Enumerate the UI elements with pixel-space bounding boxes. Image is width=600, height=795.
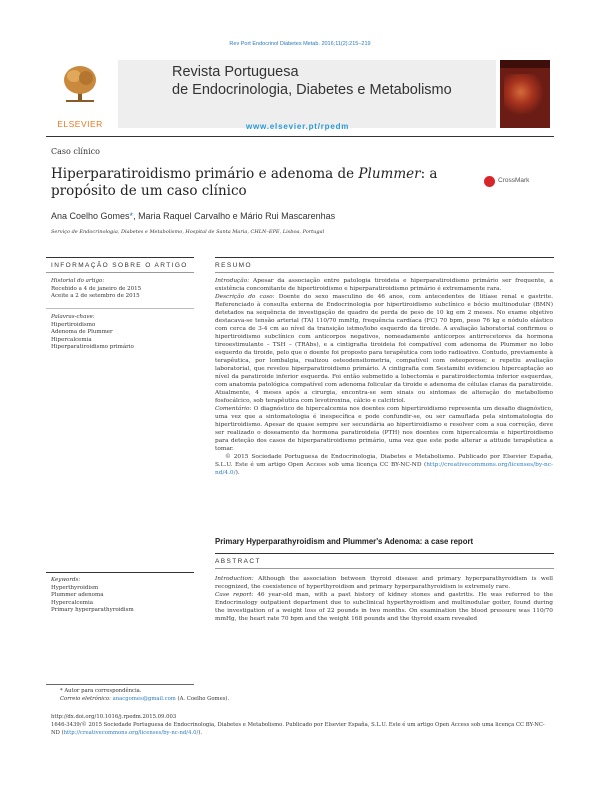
doi-link[interactable]: http://dx.doi.org/10.1016/j.rpedm.2015.09.003 [51, 714, 177, 720]
corresponding-footnote: * Autor para correspondência. Correio eletrónico: anacgomes@gmail.com (A. Coelho Gomes). [60, 688, 230, 702]
keyword-item: Hipertiroidismo [51, 321, 96, 328]
article-info-heading: INFORMAÇÃO SOBRE O ARTIGO [51, 262, 188, 269]
elsevier-tree-icon [62, 64, 98, 104]
keyword-item: Primary hyperparathyroidism [51, 607, 134, 613]
abstract-heading: ABSTRACT [215, 558, 261, 565]
footnote-rule [46, 684, 194, 685]
keyword-item: Plummer adenoma [51, 592, 104, 598]
english-title: Primary Hyperparathyroidism and Plummer's Adenoma: a case report [215, 537, 474, 546]
keywords-en-rule [46, 572, 194, 573]
author-list: Ana Coelho Gomes*, Maria Raquel Carvalho e Mário Rui Mascarenhas [51, 211, 336, 221]
crossmark-icon [484, 176, 495, 187]
elsevier-wordmark: ELSEVIER [57, 119, 103, 129]
crossmark-label: CrossMark [498, 177, 530, 184]
journal-citation[interactable]: Rev Port Endocrinol Diabetes Metab. 2016;11(2):215–219 [229, 41, 371, 47]
crossmark-badge[interactable] [484, 176, 546, 188]
author-affiliation: Serviço de Endocrinologia, Diabetes e Metabolismo, Hospital de Santa Maria, CHLN–EPE, Lisboa, Portugal [51, 229, 325, 235]
journal-title-line1: Revista Portuguesa [172, 64, 299, 80]
keyword-item: Hiperparatiroidismo primário [51, 344, 134, 350]
email-link[interactable]: anacgomes@gmail.com [112, 695, 176, 702]
abstract-rule [215, 553, 554, 554]
keyword-item: Hyperthyroidism [51, 584, 99, 591]
issn-line: 1646-3439/© 2015 Sociedade Portuguesa de Endocrinologia, Diabetes e Metabolismo. Publicado por Elsevier España, S.L.U. Este é um artigo Open Access sob uma licença CC BY-NC-ND (http://creativecommons.org/licenses/by-nc-nd/4.0/). [51, 722, 545, 736]
abstract-subrule [215, 568, 554, 569]
resumo-rule [215, 257, 554, 258]
resumo-body: Introdução: Apesar da associação entre patologia tiroideia e hiperparatiroidismo primário ser frequente, a existência concomitante de hipertiroidismo e hiperparatiroidismo primário é extremamente rara. Descrição do caso: Doente do sexo masculino de 46 anos, com antecedentes de litíase renal e gastrite. Referenciado à consulta externa de Endocrinologia por hipertiroidismo subclínico e bócio multinodular (BMN) detetados na sequência de investigação de quadro de perda de peso de 10 kg em 2 meses. No exame objetivo destacava-se tensão arterial (TA) 110/70 mmHg, frequência cardíaca (FC) 70 bpm, peso 76 kg e nódulo elástico com cerca de 3-4 cm ao nível da transição istmo/lobo esquerdo da tiroide. A avaliação laboratorial confirmou o hipertiroidismo subclínico com anticorpos negativos, nomeadamente anticorpos antirrecetores da hormona tireoestimulante – TSH – (TRAbs), e a cintigrafia tiroideia foi compatível com adenoma de Plummer no lobo esquerdo da tiroide, pelo que o doente foi proposto para terapêutica com iodo radioativo. Contudo, previamente à terapêutica, por lombalgia, realizou osteodensitometria, compatível com osteoporose; e repetiu avaliação laboratorial, que revelou hiperparatiroidismo primário. A cintigrafia com Sestamibi evidenciou hipercaptação ao nível da paratiroide inferior esquerda. Foi então submetido a lobectomia e paratiroidectomia inferior esquerdas, com anatomia patológica compatível com adenoma folicular da tiroide e adenoma de células claras da paratiroide. Atualmente, 4 meses após a cirurgia, encontra-se sem sinais ou sintomas de alteração do metabolismo fosfocálcico, sob terapêutica com levotiroxina, cálcio e calcitriol. Comentário: O diagnóstico de hipercalcemia nos doentes com hipertiroidismo representa um desafio diagnóstico, uma vez que a sintomatologia é inespecífica e pode confundir-se, ou ser camuflada pela sintomatologia do hipertiroidismo. Apesar de quase sempre ser secundária ao hipertiroidismo e resolver com a sua correção, deve ser realizado o doseamento da hormona paratiroideia (PTH) nos doentes com hipercalcemia e hipertiroidismo para deteção dos casos de hiperparatiroidismo primário, uma vez que este pode alterar a atitude terapêutica a tomar. © 2015 Sociedade Portuguesa de Endocrinologia, Diabetes e Metabolismo. Publicado por Elsevier España, S.L.U. Este é um artigo Open Access sob uma licença CC BY-NC-ND (http://creativecommons.org/licenses/by-nc-nd/4.0/). [215, 278, 553, 476]
section-label: Caso clínico [51, 147, 100, 156]
resumo-subrule [215, 272, 554, 273]
article-title: Hiperparatiroidismo primário e adenoma de Plummer: a propósito de um caso clínico [51, 166, 438, 199]
keyword-item: Hipercalcemia [51, 336, 92, 343]
info-rule [46, 257, 194, 258]
issn-license-link[interactable]: http://creativecommons.org/licenses/by-nc-nd/4.0/ [63, 729, 199, 736]
keyword-item: Hypercalcemia [51, 599, 94, 606]
elsevier-logo [50, 60, 110, 128]
journal-title-line2: de Endocrinologia, Diabetes e Metabolismo [172, 82, 452, 98]
journal-url-link[interactable]: www.elsevier.pt/rpedm [246, 122, 350, 131]
info-subrule [46, 272, 194, 273]
keywords-en: Keywords: Hyperthyroidism Plummer adenoma Hypercalcemia Primary hyperparathyroidism [51, 577, 134, 613]
resumo-heading: RESUMO [215, 262, 252, 269]
license-link[interactable]: http://creativecommons.org/licenses/by-nc-nd/4.0/ [215, 462, 553, 476]
history-rule [46, 308, 194, 309]
header-divider [46, 136, 554, 137]
journal-cover-thumbnail [500, 60, 550, 128]
corresponding-author-mark[interactable]: * [129, 211, 134, 221]
abstract-body: Introduction: Although the association between thyroid disease and primary hyperparathyroidism is well recognized, the coexistence of hyperthyroidism and primary hyperparathyroidism is extremely rare. Case report: 46 year-old man, with a past history of kidney stones and gastritis. He was referred to the Endocrinology outpatient department due to subclinical hyperthyroidism and multinodular goiter, found during the investigation of a weight loss of 22 pounds in two months. On examination the blood pressure was 110/70 mmHg, the heart rate 70 bpm and the weight 168 pounds and the thyroid exam revealed [215, 576, 553, 622]
keywords-pt: Palavras-chave: Hipertiroidismo Adenoma de Plummer Hipercalcemia Hiperparatiroidismo primário [51, 314, 134, 350]
keyword-item: Adenoma de Plummer [51, 329, 113, 335]
article-history: Historial do artigo: Recebido a 4 de janeiro de 2015 Aceite a 2 de setembro de 2015 [51, 278, 142, 299]
